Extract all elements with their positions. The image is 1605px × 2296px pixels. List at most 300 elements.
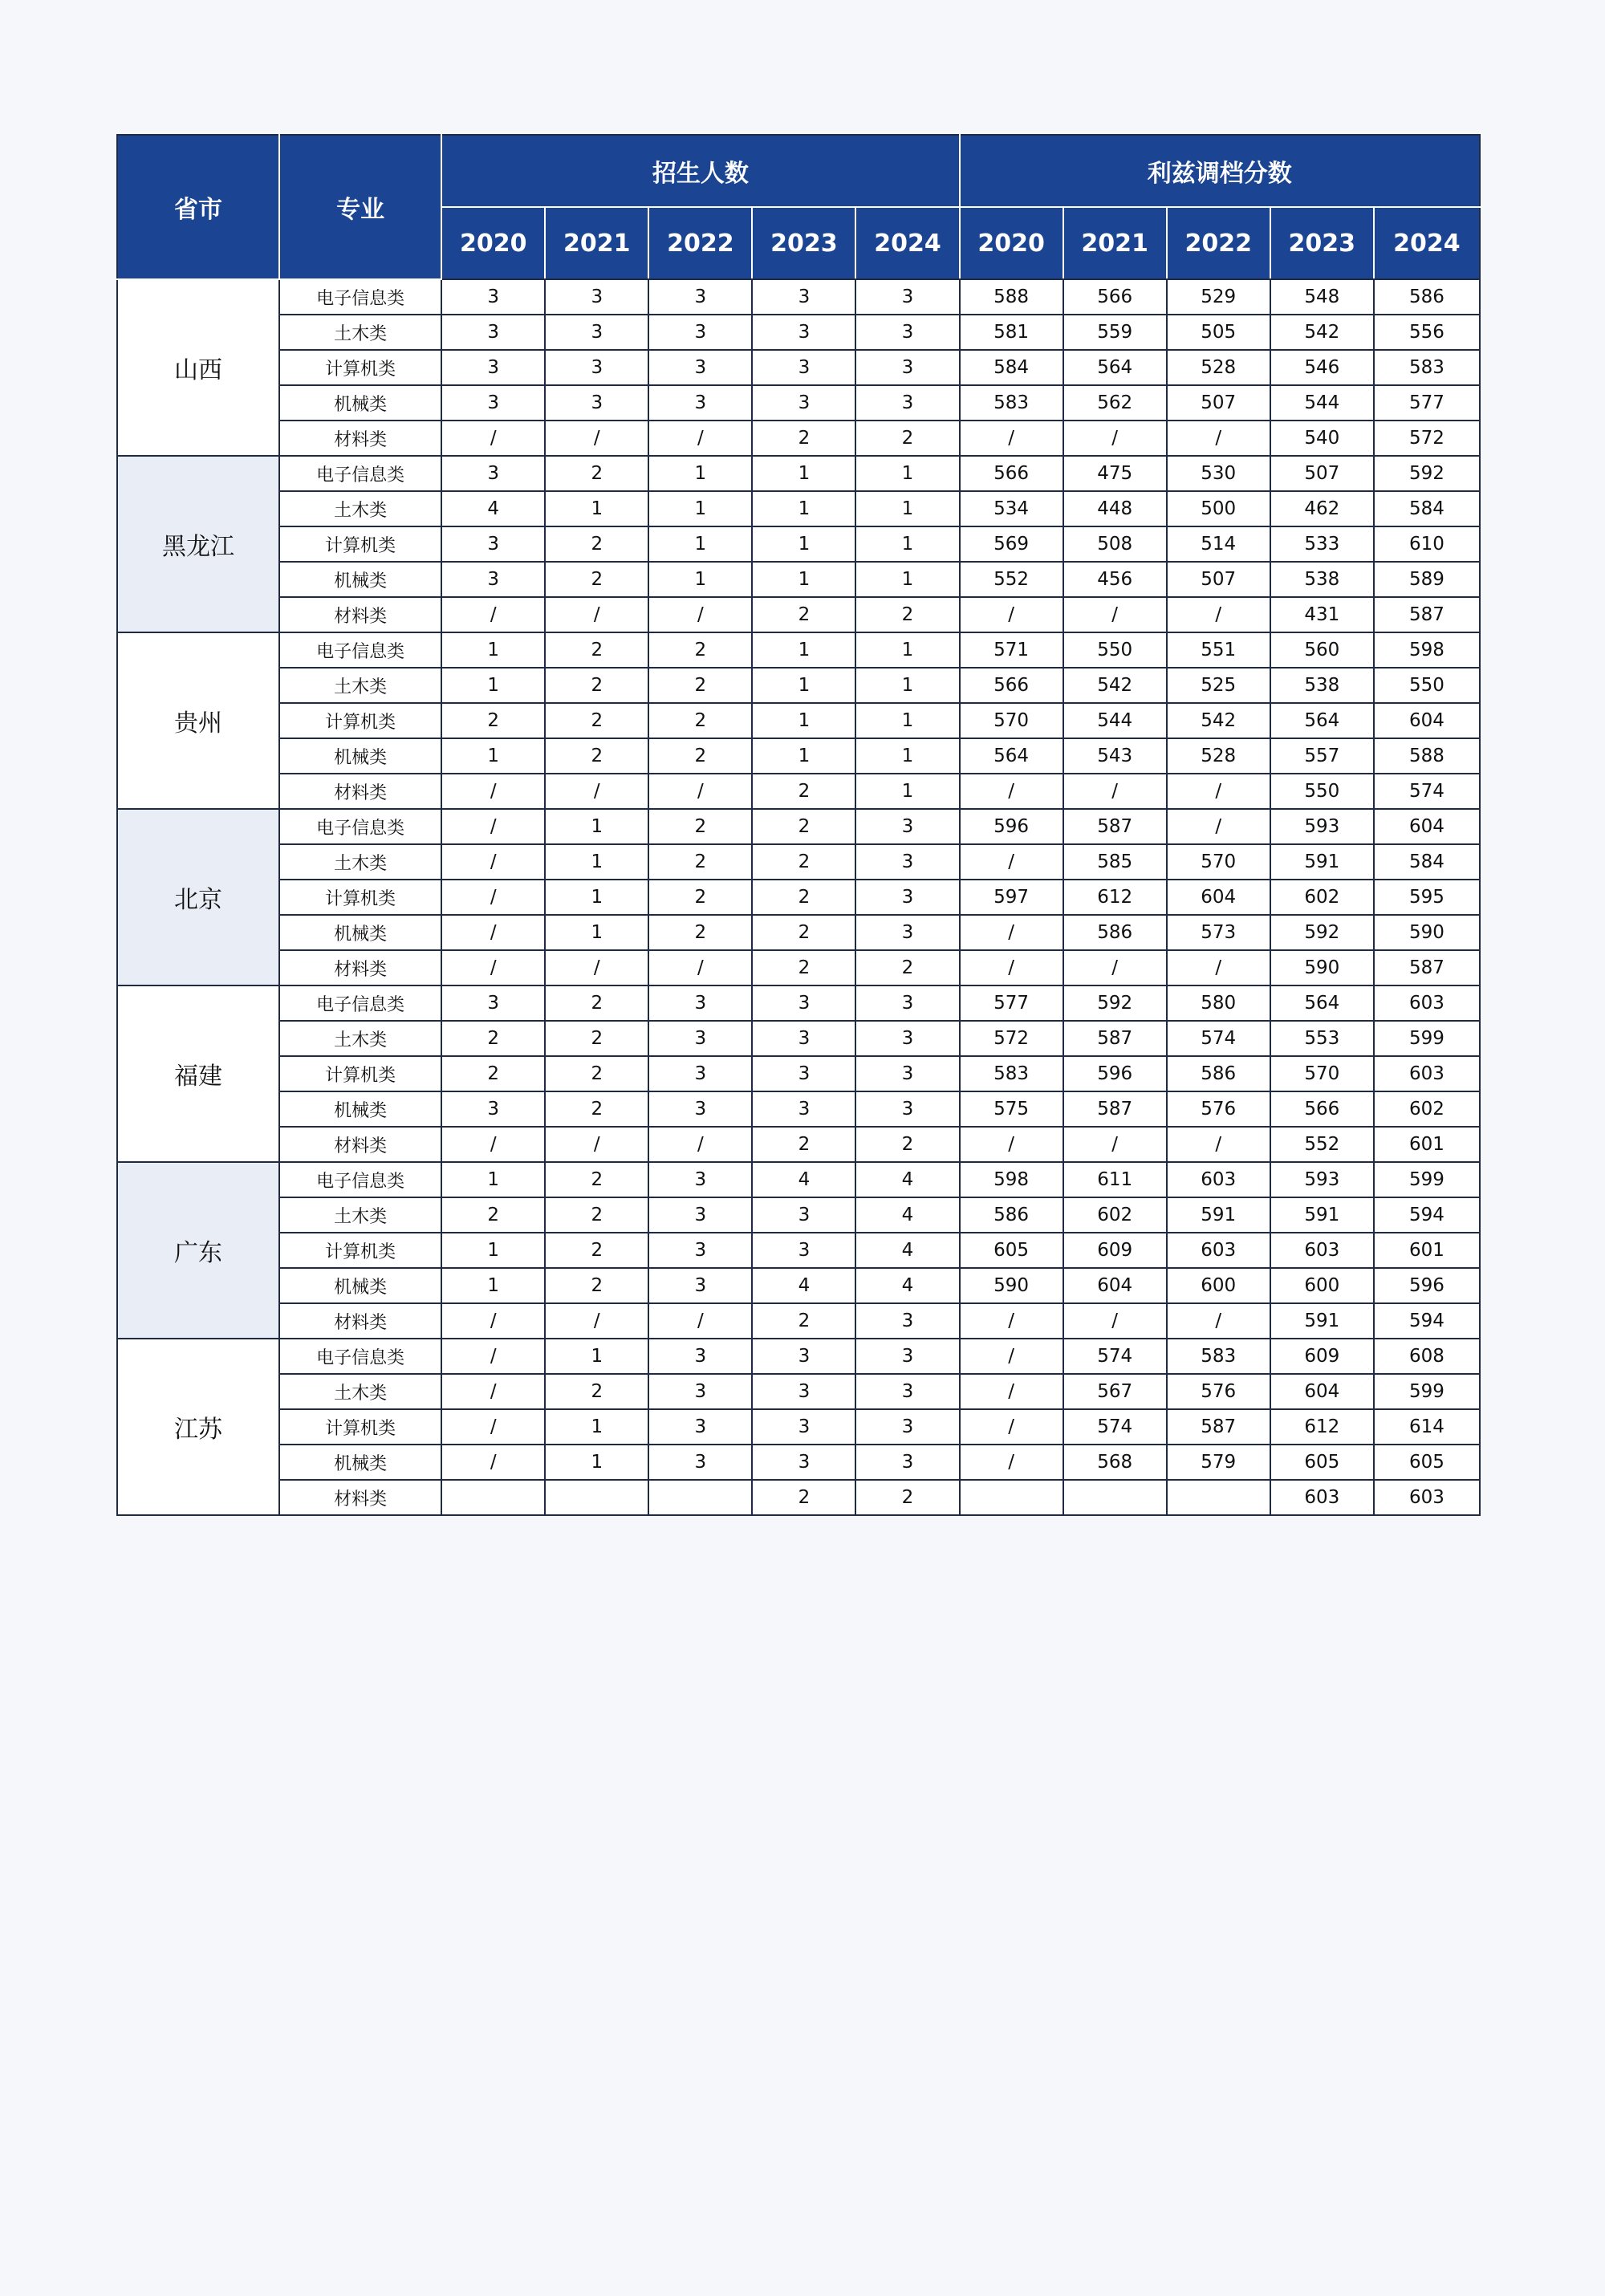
- enroll-cell: 3: [752, 1339, 855, 1374]
- enroll-cell: 3: [855, 1445, 959, 1480]
- table-row: [117, 385, 1480, 421]
- score-cell: 599: [1374, 1021, 1480, 1056]
- score-cell: 552: [1270, 1127, 1374, 1162]
- enroll-cell: 3: [441, 350, 545, 385]
- score-cell: 584: [1374, 844, 1480, 880]
- table-row: [117, 1091, 1480, 1127]
- score-cell: 611: [1063, 1162, 1167, 1197]
- score-cell: [960, 1480, 1063, 1515]
- table-row: [117, 1127, 1480, 1162]
- enroll-cell: 2: [545, 1197, 648, 1233]
- enroll-cell: 3: [752, 1056, 855, 1091]
- major-cell: 计算机类: [279, 350, 441, 385]
- score-cell: 602: [1374, 1091, 1480, 1127]
- score-cell: 592: [1063, 985, 1167, 1021]
- score-cell: 612: [1063, 880, 1167, 915]
- enroll-cell: 3: [752, 1445, 855, 1480]
- enroll-cell: 1: [752, 562, 855, 597]
- score-cell: 600: [1270, 1268, 1374, 1303]
- table-row: [117, 1197, 1480, 1233]
- enroll-cell: 2: [752, 597, 855, 632]
- score-cell: 592: [1374, 456, 1480, 491]
- enroll-cell: 3: [648, 1445, 752, 1480]
- score-cell: 576: [1167, 1374, 1270, 1409]
- score-cell: /: [1167, 774, 1270, 809]
- enroll-cell: 2: [648, 668, 752, 703]
- score-cell: 572: [1374, 421, 1480, 456]
- score-cell: 538: [1270, 668, 1374, 703]
- score-cell: 548: [1270, 279, 1374, 315]
- enroll-cell: 1: [441, 1268, 545, 1303]
- major-cell: 电子信息类: [279, 456, 441, 491]
- score-cell: 579: [1167, 1445, 1270, 1480]
- score-cell: 596: [960, 809, 1063, 844]
- enroll-cell: 3: [855, 1091, 959, 1127]
- enroll-cell: 2: [545, 668, 648, 703]
- header-score-year: 2022: [1167, 207, 1270, 279]
- enroll-cell: 3: [545, 350, 648, 385]
- score-cell: 544: [1063, 703, 1167, 738]
- score-cell: 609: [1270, 1339, 1374, 1374]
- table-row: [117, 526, 1480, 562]
- table-header: [117, 135, 1480, 279]
- enroll-cell: /: [648, 597, 752, 632]
- table-row: [117, 1445, 1480, 1480]
- enroll-cell: 2: [545, 632, 648, 668]
- enroll-cell: /: [441, 774, 545, 809]
- score-cell: /: [960, 844, 1063, 880]
- enroll-cell: [545, 1480, 648, 1515]
- score-cell: 581: [960, 315, 1063, 350]
- table-row: [117, 1409, 1480, 1445]
- score-cell: 603: [1374, 1480, 1480, 1515]
- score-cell: 588: [960, 279, 1063, 315]
- enroll-cell: /: [441, 421, 545, 456]
- enroll-cell: 1: [855, 774, 959, 809]
- score-cell: 550: [1270, 774, 1374, 809]
- enroll-cell: 3: [855, 809, 959, 844]
- score-cell: /: [960, 1303, 1063, 1339]
- enroll-cell: /: [648, 774, 752, 809]
- enroll-cell: 3: [648, 1268, 752, 1303]
- enroll-cell: 1: [752, 703, 855, 738]
- enroll-cell: 3: [855, 1374, 959, 1409]
- score-cell: 580: [1167, 985, 1270, 1021]
- major-cell: 机械类: [279, 738, 441, 774]
- enroll-cell: 3: [855, 915, 959, 950]
- enroll-cell: 2: [545, 1268, 648, 1303]
- enroll-cell: 1: [441, 1233, 545, 1268]
- enroll-cell: 3: [752, 350, 855, 385]
- enroll-cell: 2: [752, 774, 855, 809]
- enroll-cell: 3: [648, 1091, 752, 1127]
- enroll-cell: [441, 1480, 545, 1515]
- score-cell: 533: [1270, 526, 1374, 562]
- score-cell: 604: [1374, 809, 1480, 844]
- score-cell: 530: [1167, 456, 1270, 491]
- enroll-cell: 2: [752, 1303, 855, 1339]
- score-cell: 577: [960, 985, 1063, 1021]
- score-cell: 525: [1167, 668, 1270, 703]
- score-cell: 603: [1374, 1056, 1480, 1091]
- score-cell: 570: [1167, 844, 1270, 880]
- enroll-cell: 2: [752, 880, 855, 915]
- score-cell: 556: [1374, 315, 1480, 350]
- enroll-cell: 3: [648, 1339, 752, 1374]
- major-cell: 机械类: [279, 562, 441, 597]
- score-cell: 576: [1167, 1091, 1270, 1127]
- score-cell: /: [1167, 1127, 1270, 1162]
- score-cell: 604: [1374, 703, 1480, 738]
- enroll-cell: 3: [545, 385, 648, 421]
- major-cell: 计算机类: [279, 526, 441, 562]
- score-cell: 514: [1167, 526, 1270, 562]
- score-cell: /: [960, 1445, 1063, 1480]
- table-row: [117, 421, 1480, 456]
- enroll-cell: 1: [752, 491, 855, 526]
- score-cell: 566: [1063, 279, 1167, 315]
- enroll-cell: 1: [855, 632, 959, 668]
- score-cell: /: [1167, 1303, 1270, 1339]
- score-cell: 564: [960, 738, 1063, 774]
- score-cell: 552: [960, 562, 1063, 597]
- enroll-cell: 3: [855, 279, 959, 315]
- table-row: [117, 703, 1480, 738]
- major-cell: 机械类: [279, 1091, 441, 1127]
- major-cell: 材料类: [279, 1480, 441, 1515]
- table-row: [117, 738, 1480, 774]
- score-cell: 583: [1167, 1339, 1270, 1374]
- major-cell: 土木类: [279, 1197, 441, 1233]
- header-major: 专业: [279, 135, 441, 279]
- major-cell: 计算机类: [279, 880, 441, 915]
- score-cell: 596: [1374, 1268, 1480, 1303]
- major-cell: 材料类: [279, 421, 441, 456]
- score-cell: 591: [1270, 1303, 1374, 1339]
- enroll-cell: 1: [545, 915, 648, 950]
- enroll-cell: 4: [855, 1268, 959, 1303]
- score-cell: 600: [1167, 1268, 1270, 1303]
- enroll-cell: 2: [648, 738, 752, 774]
- enroll-cell: 3: [855, 385, 959, 421]
- score-cell: 593: [1270, 809, 1374, 844]
- score-cell: 599: [1374, 1374, 1480, 1409]
- enroll-cell: 3: [752, 1091, 855, 1127]
- enroll-cell: 2: [545, 703, 648, 738]
- score-cell: 591: [1270, 1197, 1374, 1233]
- score-cell: 605: [960, 1233, 1063, 1268]
- score-cell: 591: [1270, 844, 1374, 880]
- major-cell: 计算机类: [279, 1233, 441, 1268]
- header-row-groups: [117, 135, 1480, 207]
- enroll-cell: 3: [648, 279, 752, 315]
- score-cell: /: [1063, 774, 1167, 809]
- score-cell: /: [960, 421, 1063, 456]
- header-enroll-year: 2023: [752, 207, 855, 279]
- enroll-cell: 3: [855, 1021, 959, 1056]
- enroll-cell: 4: [441, 491, 545, 526]
- score-cell: 612: [1270, 1409, 1374, 1445]
- header-enroll-year: 2021: [545, 207, 648, 279]
- enroll-cell: /: [441, 1374, 545, 1409]
- score-cell: /: [1167, 809, 1270, 844]
- enroll-cell: 2: [545, 1374, 648, 1409]
- province-cell: 江苏: [117, 1339, 279, 1515]
- table-row: [117, 985, 1480, 1021]
- table-row: [117, 1233, 1480, 1268]
- score-cell: 508: [1063, 526, 1167, 562]
- enroll-cell: 1: [752, 632, 855, 668]
- score-cell: /: [1063, 421, 1167, 456]
- score-cell: 546: [1270, 350, 1374, 385]
- score-cell: 592: [1270, 915, 1374, 950]
- score-cell: 603: [1374, 985, 1480, 1021]
- score-cell: 569: [960, 526, 1063, 562]
- enroll-cell: 2: [545, 738, 648, 774]
- enroll-cell: 3: [855, 880, 959, 915]
- enroll-cell: 3: [752, 1374, 855, 1409]
- enroll-cell: /: [545, 597, 648, 632]
- score-cell: 559: [1063, 315, 1167, 350]
- score-cell: 543: [1063, 738, 1167, 774]
- enroll-cell: 2: [545, 562, 648, 597]
- enroll-cell: 3: [648, 1056, 752, 1091]
- enroll-cell: 1: [855, 526, 959, 562]
- enroll-cell: /: [545, 421, 648, 456]
- enroll-cell: /: [648, 421, 752, 456]
- score-cell: 528: [1167, 350, 1270, 385]
- enroll-cell: 2: [855, 1127, 959, 1162]
- score-cell: /: [1167, 597, 1270, 632]
- province-cell: 山西: [117, 279, 279, 456]
- score-cell: 574: [1063, 1339, 1167, 1374]
- score-cell: 610: [1374, 526, 1480, 562]
- score-cell: 448: [1063, 491, 1167, 526]
- enroll-cell: 1: [545, 844, 648, 880]
- enroll-cell: 3: [648, 1021, 752, 1056]
- header-enroll-group: 招生人数: [441, 135, 959, 207]
- table-row: [117, 1374, 1480, 1409]
- score-cell: 534: [960, 491, 1063, 526]
- enroll-cell: 3: [648, 1374, 752, 1409]
- score-cell: 566: [1270, 1091, 1374, 1127]
- province-cell: 北京: [117, 809, 279, 985]
- score-cell: 586: [1063, 915, 1167, 950]
- enroll-cell: 2: [648, 809, 752, 844]
- enroll-cell: 3: [545, 315, 648, 350]
- enroll-cell: 1: [855, 668, 959, 703]
- enroll-cell: 2: [752, 950, 855, 985]
- score-cell: 587: [1374, 950, 1480, 985]
- enroll-cell: /: [545, 774, 648, 809]
- score-cell: 590: [1374, 915, 1480, 950]
- score-cell: 598: [1374, 632, 1480, 668]
- score-cell: 608: [1374, 1339, 1480, 1374]
- enroll-cell: /: [441, 950, 545, 985]
- major-cell: 机械类: [279, 915, 441, 950]
- score-cell: 605: [1270, 1445, 1374, 1480]
- major-cell: 材料类: [279, 597, 441, 632]
- enroll-cell: 1: [648, 526, 752, 562]
- score-cell: /: [960, 1374, 1063, 1409]
- score-cell: 594: [1374, 1197, 1480, 1233]
- enroll-cell: 1: [752, 526, 855, 562]
- header-enroll-year: 2024: [855, 207, 959, 279]
- enroll-cell: 1: [545, 1445, 648, 1480]
- enroll-cell: 2: [855, 597, 959, 632]
- major-cell: 材料类: [279, 1303, 441, 1339]
- major-cell: 计算机类: [279, 703, 441, 738]
- score-cell: 588: [1374, 738, 1480, 774]
- enroll-cell: 1: [648, 562, 752, 597]
- enroll-cell: 4: [752, 1268, 855, 1303]
- table-row: [117, 491, 1480, 526]
- enroll-cell: 3: [752, 385, 855, 421]
- enroll-cell: /: [441, 1303, 545, 1339]
- score-cell: 574: [1167, 1021, 1270, 1056]
- score-cell: 573: [1167, 915, 1270, 950]
- score-cell: 567: [1063, 1374, 1167, 1409]
- score-cell: /: [960, 1339, 1063, 1374]
- enroll-cell: 2: [855, 1480, 959, 1515]
- major-cell: 计算机类: [279, 1056, 441, 1091]
- score-cell: 589: [1374, 562, 1480, 597]
- header-score-group: 利兹调档分数: [960, 135, 1480, 207]
- enroll-cell: 3: [752, 985, 855, 1021]
- score-cell: /: [960, 774, 1063, 809]
- enroll-cell: 3: [441, 1091, 545, 1127]
- major-cell: 计算机类: [279, 1409, 441, 1445]
- major-cell: 机械类: [279, 1268, 441, 1303]
- enroll-cell: 2: [545, 456, 648, 491]
- score-cell: /: [960, 950, 1063, 985]
- score-cell: 591: [1167, 1197, 1270, 1233]
- table-row: [117, 597, 1480, 632]
- enroll-cell: 1: [441, 668, 545, 703]
- table-row: [117, 1339, 1480, 1374]
- major-cell: 电子信息类: [279, 279, 441, 315]
- enroll-cell: 1: [855, 703, 959, 738]
- score-cell: 587: [1063, 809, 1167, 844]
- score-cell: 602: [1063, 1197, 1167, 1233]
- enroll-cell: 4: [855, 1233, 959, 1268]
- table-row: [117, 774, 1480, 809]
- enroll-cell: 2: [545, 526, 648, 562]
- score-cell: 575: [960, 1091, 1063, 1127]
- enroll-cell: 4: [855, 1162, 959, 1197]
- enroll-cell: 3: [855, 1409, 959, 1445]
- table-row: [117, 950, 1480, 985]
- major-cell: 土木类: [279, 1374, 441, 1409]
- header-score-year: 2024: [1374, 207, 1480, 279]
- score-cell: 544: [1270, 385, 1374, 421]
- enroll-cell: 2: [648, 880, 752, 915]
- score-cell: 570: [960, 703, 1063, 738]
- score-cell: /: [1167, 950, 1270, 985]
- enroll-cell: 2: [752, 1480, 855, 1515]
- enroll-cell: 3: [855, 350, 959, 385]
- major-cell: 电子信息类: [279, 1339, 441, 1374]
- score-cell: 583: [960, 1056, 1063, 1091]
- score-cell: 550: [1063, 632, 1167, 668]
- table-row: [117, 279, 1480, 315]
- major-cell: 土木类: [279, 315, 441, 350]
- header-score-year: 2020: [960, 207, 1063, 279]
- enroll-cell: /: [545, 950, 648, 985]
- enroll-cell: /: [441, 1409, 545, 1445]
- enroll-cell: /: [648, 1127, 752, 1162]
- enroll-cell: 1: [545, 880, 648, 915]
- table-row: [117, 315, 1480, 350]
- score-cell: 462: [1270, 491, 1374, 526]
- score-cell: 593: [1270, 1162, 1374, 1197]
- score-cell: 604: [1063, 1268, 1167, 1303]
- enroll-cell: 1: [441, 738, 545, 774]
- score-cell: 577: [1374, 385, 1480, 421]
- score-cell: 528: [1167, 738, 1270, 774]
- score-cell: 596: [1063, 1056, 1167, 1091]
- enroll-cell: 3: [855, 844, 959, 880]
- enroll-cell: 2: [855, 421, 959, 456]
- score-cell: 540: [1270, 421, 1374, 456]
- score-cell: 475: [1063, 456, 1167, 491]
- major-cell: 材料类: [279, 950, 441, 985]
- enroll-cell: 3: [648, 1233, 752, 1268]
- enroll-cell: 4: [855, 1197, 959, 1233]
- score-cell: 609: [1063, 1233, 1167, 1268]
- score-cell: 542: [1063, 668, 1167, 703]
- table-row: [117, 915, 1480, 950]
- score-cell: 529: [1167, 279, 1270, 315]
- enroll-cell: 1: [752, 668, 855, 703]
- score-cell: /: [960, 915, 1063, 950]
- major-cell: 电子信息类: [279, 1162, 441, 1197]
- enroll-cell: 2: [752, 1127, 855, 1162]
- table-row: [117, 1303, 1480, 1339]
- enroll-cell: 3: [752, 279, 855, 315]
- enroll-cell: 2: [648, 632, 752, 668]
- enroll-cell: 3: [441, 456, 545, 491]
- enroll-cell: 1: [441, 632, 545, 668]
- enroll-cell: /: [441, 1445, 545, 1480]
- major-cell: 材料类: [279, 1127, 441, 1162]
- enroll-cell: /: [441, 880, 545, 915]
- score-cell: 603: [1167, 1233, 1270, 1268]
- score-cell: 587: [1374, 597, 1480, 632]
- enroll-cell: 3: [855, 985, 959, 1021]
- enroll-cell: 1: [545, 809, 648, 844]
- score-cell: 542: [1167, 703, 1270, 738]
- enroll-cell: 2: [545, 985, 648, 1021]
- score-cell: 604: [1167, 880, 1270, 915]
- enroll-cell: /: [441, 915, 545, 950]
- score-cell: 431: [1270, 597, 1374, 632]
- enroll-cell: 2: [545, 1162, 648, 1197]
- score-cell: 598: [960, 1162, 1063, 1197]
- enroll-cell: 3: [752, 1409, 855, 1445]
- score-cell: 572: [960, 1021, 1063, 1056]
- header-enroll-year: 2020: [441, 207, 545, 279]
- enroll-cell: 3: [648, 1162, 752, 1197]
- province-cell: 贵州: [117, 632, 279, 809]
- header-province: 省市: [117, 135, 279, 279]
- score-cell: 564: [1063, 350, 1167, 385]
- score-cell: 505: [1167, 315, 1270, 350]
- enroll-cell: 3: [648, 1409, 752, 1445]
- score-cell: 601: [1374, 1127, 1480, 1162]
- major-cell: 电子信息类: [279, 985, 441, 1021]
- score-cell: 507: [1270, 456, 1374, 491]
